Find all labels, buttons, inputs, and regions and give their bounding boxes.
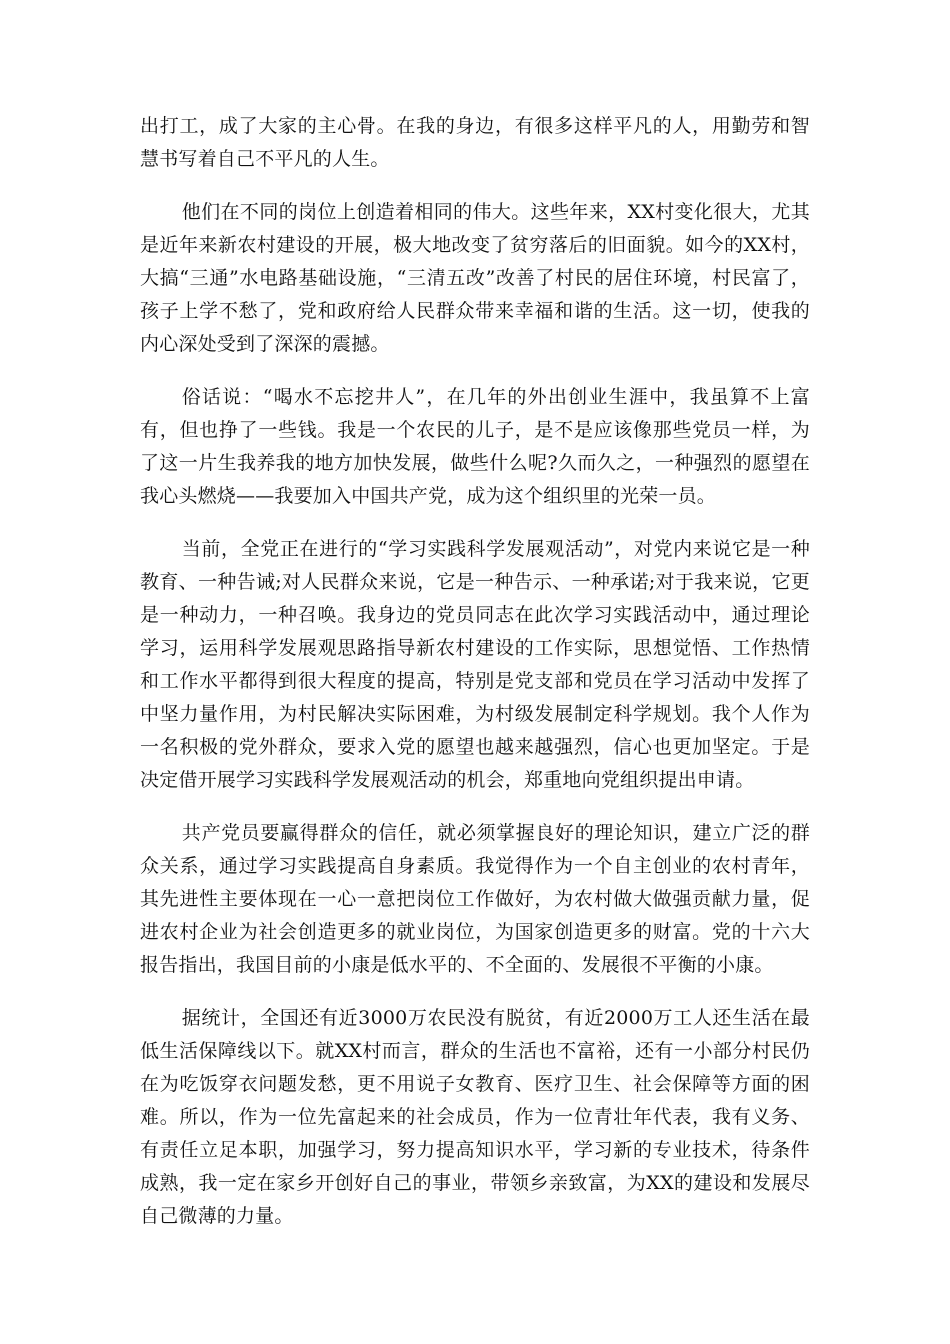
paragraph-5: 共产党员要赢得群众的信任，就必须掌握良好的理论知识，建立广泛的群众关系，通过学习实践提高自身素质。我觉得作为一个自主创业的农村青年，其先进性主要体现在一心一意把岗位工作做好，为农村做大做强贡献力量，促进农村企业为社会创造更多的就业岗位，为国家创造更多的财富。党的十六大报告指出，我国目前的小康是低水平的、不全面的、发展很不平衡的小康。 [140, 822, 810, 976]
paragraph-3: 俗话说：“喝水不忘挖井人”，在几年的外出创业生涯中，我虽算不上富有，但也挣了一些钱。我是一个农民的儿子，是不是应该像那些党员一样，为了这一片生我养我的地方加快发展，做些什么呢?久而久之，一种强烈的愿望在我心头燃烧——我要加入中国共产党，成为这个组织里的光荣一员。 [140, 386, 810, 507]
document-body [140, 110, 810, 1253]
paragraph-6: 据统计，全国还有近3000万农民没有脱贫，有近2000万工人还生活在最低生活保障线以下。就XX村而言，群众的生活也不富裕，还有一小部分村民仍在为吃饭穿衣问题发愁，更不用说子女教育、医疗卫生、社会保障等方面的困难。所以，作为一位先富起来的社会成员，作为一位青壮年代表，我有义务、有责任立足本职，加强学习，努力提高知识水平，学习新的专业技术，待条件成熟，我一定在家乡开创好自己的事业，带领乡亲致富，为XX的建设和发展尽自己微薄的力量。 [140, 1007, 810, 1227]
paragraph-2: 他们在不同的岗位上创造着相同的伟大。这些年来，XX村变化很大，尤其是近年来新农村建设的开展，极大地改变了贫穷落后的旧面貌。如今的XX村，大搞“三通”水电路基础设施，“三清五改”改善了村民的居住环境，村民富了，孩子上学不愁了，党和政府给人民群众带来幸福和谐的生活。这一切，使我的内心深处受到了深深的震撼。 [140, 201, 810, 355]
paragraph-1: 出打工，成了大家的主心骨。在我的身边，有很多这样平凡的人，用勤劳和智慧书写着自己不平凡的人生。 [140, 115, 810, 170]
paragraph-4: 当前，全党正在进行的“学习实践科学发展观活动”，对党内来说它是一种教育、一种告诫;对人民群众来说，它是一种告示、一种承诺;对于我来说，它更是一种动力，一种召唤。我身边的党员同志在此次学习实践活动中，通过理论学习，运用科学发展观思路指导新农村建设的工作实际，思想觉悟、工作热情和工作水平都得到很大程度的提高，特别是党支部和党员在学习活动中发挥了中坚力量作用，为村民解决实际困难，为村级发展制定科学规划。我个人作为一名积极的党外群众，要求入党的愿望也越来越强烈，信心也更加坚定。于是决定借开展学习实践科学发展观活动的机会，郑重地向党组织提出申请。 [140, 538, 810, 791]
